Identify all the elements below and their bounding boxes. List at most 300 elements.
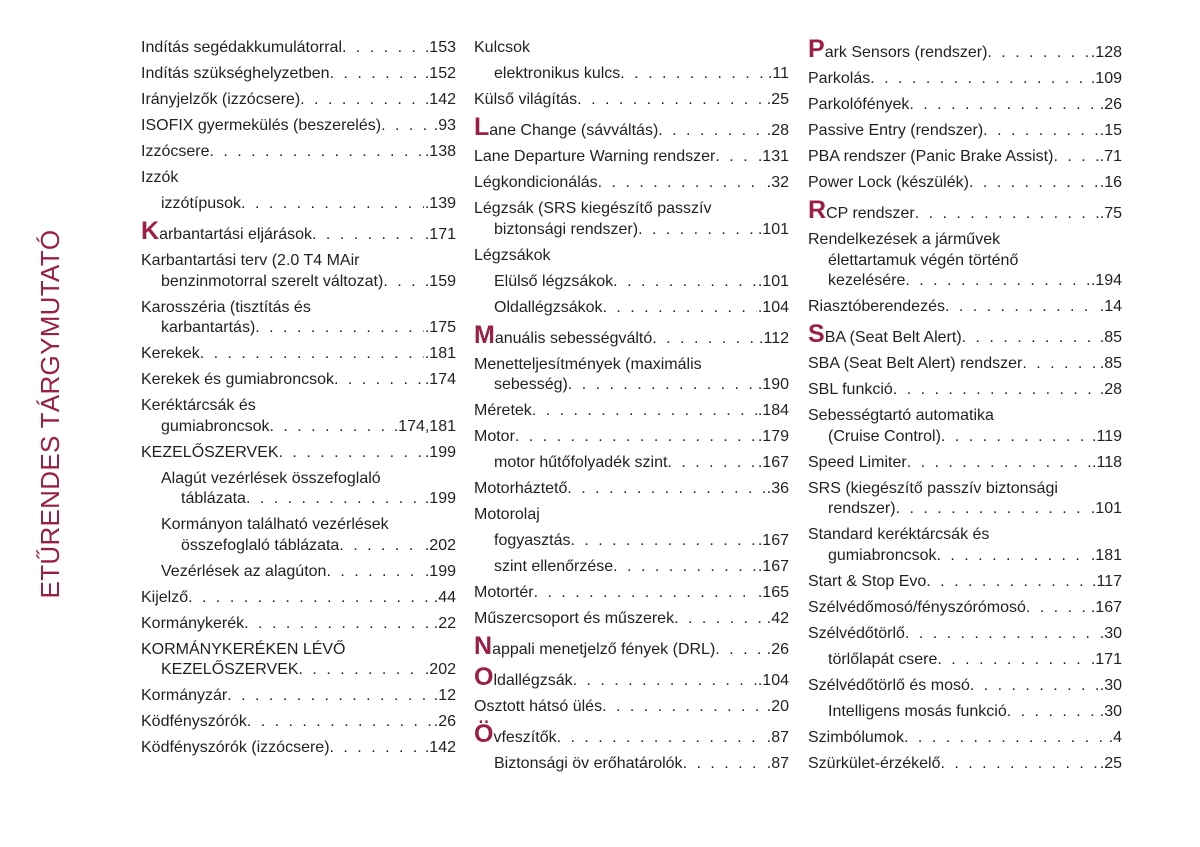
index-entry [808,37,1122,68]
index-entry-label: SBA (Seat Belt Alert) rendszer [808,355,1023,372]
index-entry [474,426,789,452]
index-entry-line [494,64,789,85]
index-entry [808,597,1122,623]
index-entry-line [494,272,789,293]
index-entry [474,556,789,582]
index-entry [474,198,789,245]
index-entry [141,561,456,587]
index-entry-label: Power Lock (készülék) [808,174,969,191]
index-entry-text [808,406,994,427]
index-entry-line [808,754,1122,775]
index-entry-line [141,318,456,339]
index-entry-text [141,712,247,733]
index-entry-line [808,69,1122,90]
index-entry-label: Légzsák (SRS kiegészítő passzív [474,200,712,217]
index-entry-label: PBA rendszer (Panic Brake Assist) [808,148,1054,165]
index-entry [808,353,1122,379]
index-entry-line [808,320,1122,349]
dot-leader [279,443,424,464]
page-number: .167 [757,454,789,471]
index-entry-line [141,614,456,635]
dot-leader [567,479,765,500]
index-entry-label: fogyasztás [494,532,571,549]
index-entry-line [494,298,789,319]
index-entry-label: biztonsági rendszer) [494,220,639,238]
index-entry-line [141,142,456,163]
dot-leader [987,43,1089,64]
index-entry-text [141,370,334,391]
index-entry-label: Szélvédőtörlő és mosó [808,676,970,694]
dot-leader [715,147,757,168]
index-entry-label: Vezérlések az alagúton [161,562,327,580]
index-entry-label: Kormányon található vezérlések [161,516,389,533]
dot-leader [870,69,1090,90]
index-entry-text [808,676,970,697]
dot-leader [270,417,393,438]
index-entry [141,468,456,515]
index-entry-label: Parkolófények [808,96,910,113]
index-entry [808,322,1122,353]
index-entry-text [161,417,270,438]
index-entry-text [808,173,969,194]
index-entry-text [808,95,909,116]
index-entry [474,271,789,297]
dot-leader [209,142,423,163]
index-entry-line [808,297,1122,318]
dot-leader [300,90,424,111]
index-entry-label: Standard keréktárcsák és [808,526,990,543]
index-entry-text [808,320,962,349]
index-entry-line [141,396,456,417]
index-entry [474,665,789,696]
index-entry-line [474,609,789,630]
index-entry-label: Elülső légzsákok [494,272,614,290]
index-entry-label: Izzócsere [141,143,210,160]
index-letter-marker: Ö [474,720,494,748]
index-entry-text [141,738,330,759]
page-number: .104 [757,298,789,316]
index-entry-label: anuális sebességváltó [494,329,653,347]
index-entry-line [474,632,789,661]
dot-leader [247,712,433,733]
index-entry-line [141,168,456,189]
index-entry-line [808,728,1122,749]
index-entry [808,649,1122,675]
dot-leader [969,173,1099,194]
index-entry-line [808,230,1122,251]
index-entry-text [474,355,702,376]
index-entry-text [141,217,313,246]
page-number: .199 [424,490,456,507]
dot-leader [330,64,424,85]
index-entry-label: gumiabroncsok [828,546,937,564]
page-number: .118 [1092,453,1122,471]
index-entry [808,229,1122,296]
index-entry [141,737,456,763]
index-entry-line [474,505,789,526]
index-entry-text [494,557,613,578]
index-entry-text [474,505,540,526]
index-entry-label: Irányjelzők (izzócsere) [141,91,301,108]
page-number: .171 [424,226,456,243]
index-entry-label: Passive Entry (rendszer) [808,122,984,139]
index-entry-text [808,525,989,546]
index-entry-label: Kerekek és gumiabroncsok [141,371,334,388]
index-entry-text [161,515,389,536]
index-entry-line [161,194,456,215]
page-number: .30 [1099,624,1122,642]
index-entry-label: Ködfényszórók [141,713,247,730]
dot-leader [255,318,424,339]
index-entry [141,442,456,468]
dot-leader [613,272,757,293]
index-entry-label: Alagút vezérlések összefoglaló [161,469,381,487]
index-entry-line [141,712,456,733]
index-entry-line [474,583,789,604]
index-entry [474,172,789,198]
index-entry-line [494,531,789,552]
index-entry-label: Méretek [474,402,532,419]
index-entry-line [808,354,1122,375]
index-entry-label: Rendelkezések a járművek [808,231,1001,248]
index-entry [808,379,1122,405]
index-entry-line [808,427,1122,448]
index-entry-label: Indítás szükséghelyzetben [141,65,330,82]
index-entry-text [161,469,381,490]
page-number: .119 [1092,427,1122,445]
index-entry-text [141,686,227,707]
index-entry-label: Ködfényszórók (izzócsere) [141,739,330,756]
dot-leader [638,220,757,241]
index-entry [808,146,1122,172]
index-entry-label: Riasztóberendezés [808,298,945,315]
index-entry-label: Szimbólumok [808,728,905,746]
index-entry [474,530,789,556]
index-entry-label: appali menetjelző fények (DRL) [492,641,716,658]
index-entry-text [474,663,573,692]
index-entry-text [808,598,1026,619]
index-entry-text [474,199,711,220]
index-entry-text [808,121,983,142]
page-number: .101 [1090,500,1122,517]
index-entry-text [808,380,893,401]
page-number: .142 [424,739,456,756]
index-entry-label: KEZELŐSZERVEK [161,661,299,678]
index-entry-label: szint ellenőrzése [494,558,614,575]
index-column-3 [808,37,1122,779]
page-number: .42 [766,610,789,627]
index-entry [474,478,789,504]
index-entry-label: Karosszéria (tisztítás és [141,298,311,316]
index-entry [808,120,1122,146]
index-entry [474,504,789,530]
page-number: .112 [759,329,789,347]
dot-leader [568,375,757,396]
index-entry-label: SRS (kiegészítő passzív biztonsági [808,479,1058,497]
index-entry-text [474,720,557,749]
index-entry-line [808,121,1122,142]
index-entry-line [474,320,789,350]
index-entry-label: arbantartási eljárások [159,226,313,243]
page-number: .85 [1099,355,1122,372]
index-entry [474,245,789,271]
page-number: .75 [1099,205,1122,222]
index-entry-line [141,370,456,391]
dot-leader [534,583,757,604]
index-entry-line [474,173,789,194]
index-entry-label: rendszer) [828,500,896,517]
index-letter-marker: S [808,320,825,348]
page-number: .184 [757,402,789,419]
index-entry-line [161,536,456,557]
index-entry-text [494,220,638,241]
index-entry [141,193,456,219]
page-number: .71 [1099,148,1122,165]
index-entry-label: Indítás segédakkumulátorral [141,39,342,56]
page-number: .16 [1099,174,1122,191]
index-entry-line [808,676,1122,697]
index-entry-label: Kulcsok [474,39,531,56]
index-entry-line [828,650,1122,671]
page-number: .14 [1099,298,1122,315]
dot-leader [905,624,1099,645]
index-entry-line [141,686,456,707]
page-number: .26 [433,713,456,730]
page-number: .128 [1090,44,1122,61]
index-entry-text [494,64,620,85]
index-entry-text [808,728,904,749]
index-entry [808,675,1122,701]
index-entry-line [141,738,456,759]
dot-leader [652,329,758,350]
index-entry-line [808,525,1122,546]
index-entry-label: SBL funkció [808,381,893,398]
index-entry-line [808,546,1122,567]
index-entry [474,37,789,63]
page-number: .93 [433,117,456,134]
index-letter-marker: P [808,35,825,63]
index-entry-line [474,355,789,376]
dot-leader [893,380,1099,401]
index-entry-label: Kormányzár [141,687,228,704]
index-entry-label: Motorháztető [474,480,568,497]
page-number: .159 [424,272,456,290]
page-number: .85 [1099,329,1122,346]
section-title-vertical: ETŰRENDES TÁRGYMUTATÓ [35,229,65,599]
index-entry-label: táblázata [181,490,246,507]
index-entry-label: élettartamuk végén történő [828,251,1019,269]
index-entry-line [808,406,1122,427]
index-entry-text [474,479,567,500]
page-number: .104 [757,672,789,689]
index-entry [808,198,1122,229]
index-entry [808,68,1122,94]
index-entry [808,727,1122,753]
index-entry-text [474,147,715,168]
index-entry-label: (Cruise Control) [828,427,941,445]
index-entry-label: gumiabroncsok [161,417,270,435]
index-entry [141,395,456,442]
dot-leader [1026,598,1090,619]
dot-leader [937,650,1089,671]
page-number: .32 [766,174,789,191]
index-entry-line [161,562,456,583]
index-entry-text [494,298,603,319]
index-entry [808,478,1122,525]
page-number: .194 [1090,272,1122,289]
index-column-1 [141,37,456,763]
dot-leader [246,489,424,510]
index-entry [141,37,456,63]
index-entry-text [494,531,570,552]
index-entry-label: Kerekek [141,345,200,362]
index-entry-label: karbantartás) [161,319,256,336]
index-entry-label: törlőlapát csere [828,650,938,668]
dot-leader [683,754,766,775]
index-entry-text [141,142,209,163]
dot-leader [299,660,424,681]
dot-leader [904,728,1108,749]
dot-leader [342,38,424,59]
dot-leader [962,328,1099,349]
index-entry-line [808,499,1122,520]
dot-leader [1053,147,1098,168]
page-number: .36 [766,480,789,497]
page-number: .167 [1090,598,1122,616]
index-entry [141,89,456,115]
index-entry [474,608,789,634]
dot-leader [532,401,757,422]
dot-leader [188,588,433,609]
index-entry-label: Kormánykerék [141,614,245,632]
page-number: .117 [1092,572,1122,590]
page-number: .181 [1090,546,1122,564]
index-entry-text [828,702,1007,723]
index-entry [474,63,789,89]
dot-leader [905,271,1089,292]
page-number: .26 [766,641,789,658]
index-entry-line [161,489,456,510]
index-entry-label: Speed Limiter [808,453,907,471]
index-entry-text [494,272,613,293]
index-entry-line [808,598,1122,619]
page-number: .202 [424,661,456,678]
index-entry-line [494,453,789,474]
index-entry [141,514,456,561]
index-entry [474,452,789,478]
dot-leader [909,95,1098,116]
index-entry-line [808,35,1122,64]
index-entry [808,571,1122,597]
index-entry-text [141,38,342,59]
page-number: .171 [1090,650,1122,668]
index-entry-label: Külső világítás [474,91,578,108]
dot-leader [620,64,767,85]
index-entry-line [474,697,789,718]
index-entry-text [141,588,188,609]
dot-leader [326,562,423,583]
index-entry-text [161,660,299,681]
dot-leader [339,536,424,557]
index-entry-line [808,196,1122,225]
index-entry [474,297,789,323]
index-entry-text [828,251,1018,272]
dot-leader [941,427,1091,448]
index-entry-line [808,624,1122,645]
index-entry [141,369,456,395]
page-number: .167 [757,558,789,575]
page-number: .12 [433,687,456,704]
index-entry-line [808,95,1122,116]
page-number: .109 [1090,70,1122,87]
index-entry [141,613,456,639]
index-entry-text [141,298,311,319]
index-entry-text [828,650,937,671]
index-entry-label: Keréktárcsák és [141,397,256,414]
index-entry-line [474,90,789,111]
index-entry-text [474,38,530,59]
page-number: .199 [424,443,456,461]
index-entry [808,405,1122,452]
dot-leader [658,121,765,142]
dot-leader [598,173,766,194]
dot-leader [915,204,1099,225]
index-entry-line [141,90,456,111]
page-number: .25 [766,91,789,108]
dot-leader [715,640,765,661]
dot-leader [937,546,1090,567]
page-number: .152 [424,65,456,82]
index-entry-line [828,702,1122,723]
index-entry-line [808,271,1122,292]
index-entry [474,722,789,753]
index-entry-label: elektronikus kulcs [494,65,621,82]
index-entry-line [808,453,1122,474]
index-entry-text [161,272,383,293]
page-number: .87 [766,755,789,772]
index-entry-text [808,572,926,593]
index-entry-line [474,663,789,692]
index-entry-text [181,536,339,557]
index-entry-text [494,453,667,474]
page-number: .167 [757,532,789,549]
page-number: .20 [766,698,789,715]
index-entry-text [161,318,255,339]
index-entry-line [141,64,456,85]
index-entry-text [141,614,244,635]
index-entry [808,296,1122,322]
index-entry-label: összefoglaló táblázata [181,536,340,554]
page-number: .175 [424,319,456,336]
dot-leader [926,572,1091,593]
page-number: .174,181 [393,417,456,435]
index-entry-text [474,246,551,267]
index-entry [141,639,456,686]
index-entry-text [141,443,279,464]
dot-leader [334,370,424,391]
dot-leader [970,676,1099,697]
page-number: .25 [1099,754,1122,772]
index-entry-line [141,298,456,319]
dot-leader [557,728,766,749]
page-number: .142 [424,91,456,108]
index-entry [141,167,456,193]
index-entry-label: ark Sensors (rendszer) [824,44,988,61]
index-entry [141,685,456,711]
index-letter-marker: M [474,320,495,349]
index-entry-text [474,609,674,630]
index-entry-text [141,116,381,137]
